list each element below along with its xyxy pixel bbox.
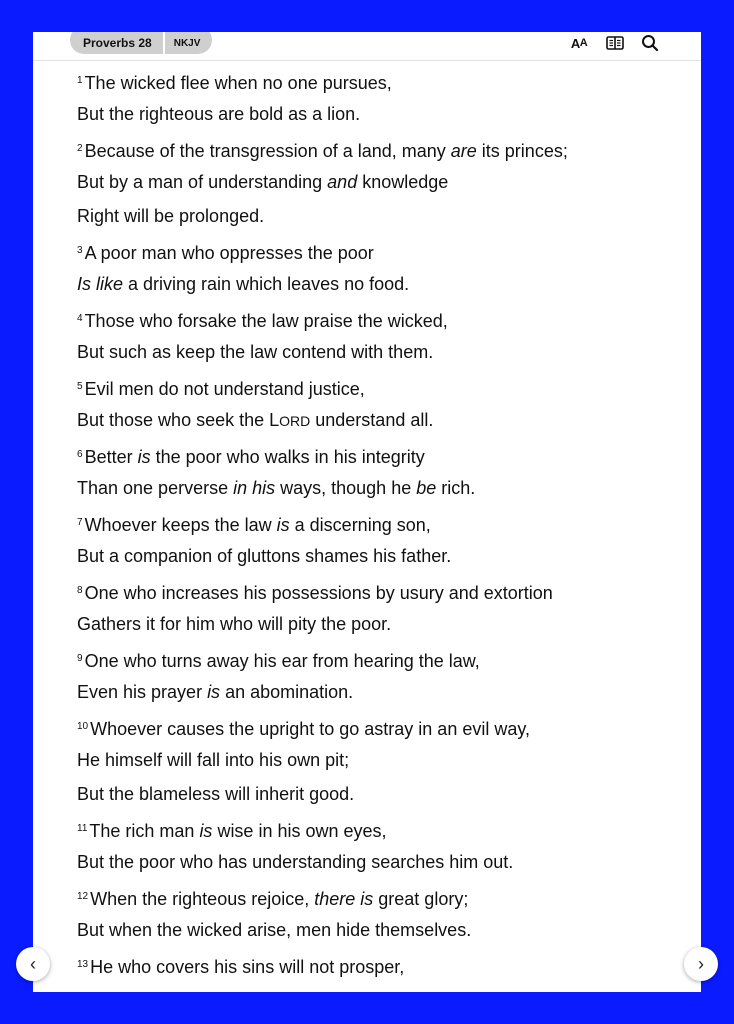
verse-line xyxy=(77,680,687,714)
chevron-right-icon: › xyxy=(698,953,704,974)
verse-text: But those who seek the L xyxy=(77,410,280,430)
verse-text-italic: is xyxy=(199,821,213,841)
reader-screen xyxy=(33,32,701,992)
verse-text: Whoever keeps the law xyxy=(84,515,277,535)
verse-text: ORD xyxy=(279,413,311,429)
verse-text: an abomination. xyxy=(220,682,354,702)
verse-text: He who covers his sins will not prosper, xyxy=(90,957,405,977)
text-size-icon[interactable]: A A xyxy=(570,35,588,51)
search-icon[interactable] xyxy=(639,32,661,54)
reader-toolbar xyxy=(33,32,701,61)
verse-text: a driving rain which leaves no food. xyxy=(123,274,410,294)
verse-line xyxy=(77,170,687,204)
book-icon[interactable] xyxy=(604,32,626,54)
verse-text: understand all. xyxy=(310,410,434,430)
verse-number: 5 xyxy=(77,381,83,392)
verse-number: 11 xyxy=(77,823,88,834)
verse-text: knowledge xyxy=(357,172,449,192)
verse-line xyxy=(77,374,687,408)
verse-number: 1 xyxy=(77,75,83,86)
verse-number: 8 xyxy=(77,585,83,596)
chevron-left-icon: ‹ xyxy=(30,953,36,974)
verse-text: A poor man who oppresses the poor xyxy=(84,243,374,263)
verse-text: Whoever causes the upright to go astray in an evil way, xyxy=(90,719,531,739)
verse-text: But by a man of understanding xyxy=(77,172,328,192)
verse-text-italic: and xyxy=(327,172,358,192)
verse-line xyxy=(77,476,687,510)
verse-line xyxy=(77,272,687,306)
verse-line xyxy=(77,918,687,952)
verse-text: its princes; xyxy=(476,141,568,161)
verse-line xyxy=(77,238,687,272)
verse-line xyxy=(77,952,687,986)
verse-number: 3 xyxy=(77,245,83,256)
verse-text: rich. xyxy=(436,478,476,498)
verse-text: One who increases his possessions by usury and extortion xyxy=(84,583,553,603)
verse-text-italic: are xyxy=(450,141,477,161)
verse-number: 13 xyxy=(77,959,89,970)
verse-text: Better xyxy=(84,447,138,467)
verse-line xyxy=(77,306,687,340)
verse-text-italic: there is xyxy=(314,889,374,909)
verse-text: Than one perverse xyxy=(77,478,234,498)
verse-text: Those who forsake the law praise the wicked, xyxy=(84,311,448,331)
verse-line xyxy=(77,816,687,850)
verse-number: 7 xyxy=(77,517,83,528)
verse-number: 6 xyxy=(77,449,83,460)
chapter-button[interactable]: Proverbs 28 xyxy=(70,32,165,54)
verse-line xyxy=(77,544,687,578)
verse-line xyxy=(77,68,687,102)
chapter-version-selector xyxy=(70,32,212,54)
verse-line xyxy=(77,748,687,782)
verse-number: 12 xyxy=(77,891,89,902)
verse-text-italic: is xyxy=(137,447,151,467)
verse-line xyxy=(77,136,687,170)
verse-text: the poor who walks in his integrity xyxy=(150,447,425,467)
verse-text: The rich man xyxy=(89,821,200,841)
verse-text: great glory; xyxy=(373,889,469,909)
verse-text: ways, though he xyxy=(275,478,417,498)
verse-text: Because of the transgression of a land, many xyxy=(84,141,451,161)
verse-text-italic: is xyxy=(207,682,221,702)
verse-number: 9 xyxy=(77,653,83,664)
verse-line xyxy=(77,340,687,374)
verse-line xyxy=(77,850,687,884)
verse-line xyxy=(77,612,687,646)
verse-text: Gathers it for him who will pity the poor. xyxy=(77,614,392,634)
verse-text-italic: Is like xyxy=(77,274,124,294)
verse-text: But the righteous are bold as a lion. xyxy=(77,104,361,124)
verse-text: a discerning son, xyxy=(289,515,431,535)
verse-number: 2 xyxy=(77,143,83,154)
verse-text: Even his prayer xyxy=(77,682,208,702)
next-chapter-button[interactable] xyxy=(684,947,718,981)
verse-line xyxy=(77,102,687,136)
verse-text-italic: is xyxy=(276,515,290,535)
previous-chapter-button[interactable] xyxy=(16,947,50,981)
verse-text: He himself will fall into his own pit; xyxy=(77,750,350,770)
verse-text: But such as keep the law contend with them. xyxy=(77,342,434,362)
verse-line xyxy=(77,442,687,476)
verse-text: But a companion of gluttons shames his father. xyxy=(77,546,452,566)
verse-text: Evil men do not understand justice, xyxy=(84,379,365,399)
verse-text: wise in his own eyes, xyxy=(212,821,387,841)
verse-line xyxy=(77,714,687,748)
verse-text-italic: be xyxy=(416,478,437,498)
verse-line xyxy=(77,204,687,238)
verse-line xyxy=(77,578,687,612)
verse-text: But the blameless will inherit good. xyxy=(77,784,355,804)
verse-text: The wicked flee when no one pursues, xyxy=(84,73,392,93)
chapter-text xyxy=(77,68,687,986)
verse-text: But when the wicked arise, men hide themselves. xyxy=(77,920,472,940)
verse-text: Right will be prolonged. xyxy=(77,206,265,226)
verse-line xyxy=(77,646,687,680)
verse-text: But the poor who has understanding searches him out. xyxy=(77,852,514,872)
version-button[interactable]: NKJV xyxy=(173,37,201,49)
verse-number: 4 xyxy=(77,313,83,324)
verse-line xyxy=(77,408,687,442)
verse-text-italic: in his xyxy=(233,478,276,498)
verse-text: When the righteous rejoice, xyxy=(90,889,315,909)
verse-line xyxy=(77,782,687,816)
verse-line xyxy=(77,510,687,544)
verse-line xyxy=(77,884,687,918)
verse-number: 10 xyxy=(77,721,89,732)
verse-text: One who turns away his ear from hearing the law, xyxy=(84,651,480,671)
